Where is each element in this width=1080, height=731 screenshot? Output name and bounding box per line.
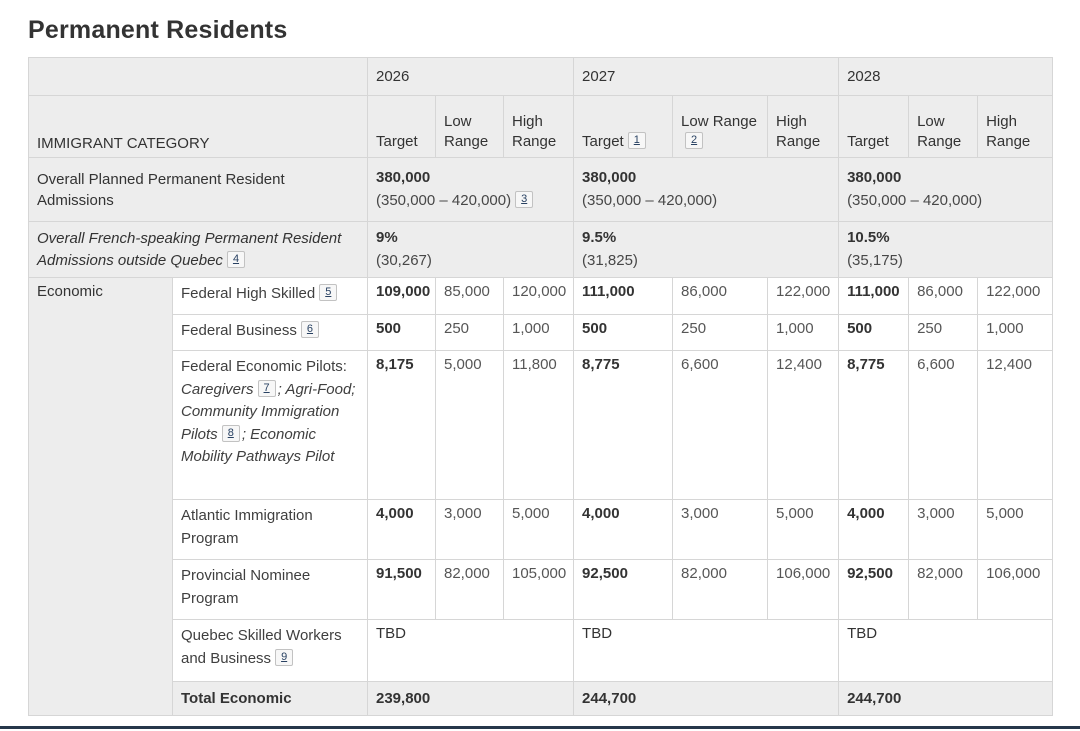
total-economic-2027: 244,700 xyxy=(574,682,839,716)
pnp-target-2028: 92,500 xyxy=(839,560,909,620)
french-value-2028-main: 10.5% xyxy=(847,229,890,246)
fep-low-2028: 6,600 xyxy=(909,351,978,500)
footnote-link-8[interactable]: 8 xyxy=(222,425,240,442)
fep-high-2026: 11,800 xyxy=(504,351,574,500)
overall-admissions-row xyxy=(29,158,1053,222)
french-value-2027 xyxy=(574,222,839,278)
aip-low-2027: 3,000 xyxy=(673,500,768,560)
fep-low-2026: 5,000 xyxy=(436,351,504,500)
pnp-low-2026: 82,000 xyxy=(436,560,504,620)
federal-high-skilled-row xyxy=(29,278,1053,315)
fb-high-2026: 1,000 xyxy=(504,315,574,351)
pilots-label-emp: ; Economic Mobility Pathways Pilot xyxy=(181,425,335,465)
page-title: Permanent Residents xyxy=(28,16,288,44)
qsw-tbd-2028: TBD xyxy=(839,620,1053,682)
aip-high-2028: 5,000 xyxy=(978,500,1053,560)
total-economic-2026: 239,800 xyxy=(368,682,574,716)
year-header-2027: 2027 xyxy=(574,58,839,96)
aip-high-2026: 5,000 xyxy=(504,500,574,560)
high-range-header-2028: High Range xyxy=(978,96,1053,158)
bottom-accent-bar xyxy=(0,726,1080,729)
pnp-low-2028: 82,000 xyxy=(909,560,978,620)
overall-value-2027-range: (350,000 – 420,000) xyxy=(582,191,718,209)
high-range-header-2027: High Range xyxy=(768,96,839,158)
pnp-high-2028: 106,000 xyxy=(978,560,1053,620)
year-header-2026: 2026 xyxy=(368,58,574,96)
fep-target-2026: 8,175 xyxy=(368,351,436,500)
fb-target-2027: 500 xyxy=(574,315,673,351)
footnote-link-5[interactable]: 5 xyxy=(319,284,337,301)
fb-target-2028: 500 xyxy=(839,315,909,351)
target-header-2027 xyxy=(574,96,673,158)
french-speaking-row xyxy=(29,222,1053,278)
provincial-nominee-row xyxy=(29,560,1053,620)
footnote-link-1[interactable]: 1 xyxy=(628,132,646,149)
qsw-tbd-2026: TBD xyxy=(368,620,574,682)
overall-value-2026 xyxy=(368,158,574,222)
economic-group-label: Economic xyxy=(29,278,173,716)
pilots-label-heading: Federal Economic Pilots: xyxy=(181,358,347,375)
fhs-low-2028: 86,000 xyxy=(909,278,978,315)
overall-value-2027 xyxy=(574,158,839,222)
overall-value-2028 xyxy=(839,158,1053,222)
total-economic-2028: 244,700 xyxy=(839,682,1053,716)
overall-value-2026-range: (350,000 – 420,000) xyxy=(376,191,512,209)
overall-admissions-label: Overall Planned Permanent Resident Admissions xyxy=(29,158,368,222)
pnp-low-2027: 82,000 xyxy=(673,560,768,620)
fep-target-2028: 8,775 xyxy=(839,351,909,500)
fhs-target-2026: 109,000 xyxy=(368,278,436,315)
column-header-row xyxy=(29,96,1053,158)
aip-high-2027: 5,000 xyxy=(768,500,839,560)
aip-target-2028: 4,000 xyxy=(839,500,909,560)
low-range-header-2028: Low Range xyxy=(909,96,978,158)
aip-target-2026: 4,000 xyxy=(368,500,436,560)
aip-low-2028: 3,000 xyxy=(909,500,978,560)
footnote-link-6[interactable]: 6 xyxy=(301,321,319,338)
footnote-link-2[interactable]: 2 xyxy=(685,132,703,149)
atlantic-immigration-label: Atlantic Immigration Program xyxy=(173,500,368,560)
french-value-2027-range: (31,825) xyxy=(582,251,638,269)
fb-low-2026: 250 xyxy=(436,315,504,351)
fb-low-2027: 250 xyxy=(673,315,768,351)
fhs-low-2026: 85,000 xyxy=(436,278,504,315)
pnp-target-2027: 92,500 xyxy=(574,560,673,620)
total-economic-label: Total Economic xyxy=(173,682,368,716)
high-range-header-2026: High Range xyxy=(504,96,574,158)
blank-corner-cell xyxy=(29,58,368,96)
quebec-skilled-workers-label xyxy=(173,620,368,682)
year-header-row xyxy=(29,58,1053,96)
pnp-high-2027: 106,000 xyxy=(768,560,839,620)
quebec-skilled-workers-label-text: Quebec Skilled Workers and Business xyxy=(181,627,342,667)
fhs-high-2027: 122,000 xyxy=(768,278,839,315)
total-economic-row xyxy=(29,682,1053,716)
low-range-header-2027 xyxy=(673,96,768,158)
fhs-target-2027: 111,000 xyxy=(574,278,673,315)
federal-business-label xyxy=(173,315,368,351)
footnote-link-9[interactable]: 9 xyxy=(275,649,293,666)
french-speaking-label xyxy=(29,222,368,278)
french-value-2026 xyxy=(368,222,574,278)
overall-value-2028-main: 380,000 xyxy=(847,169,902,186)
french-value-2026-range: (30,267) xyxy=(376,251,432,269)
french-value-2028 xyxy=(839,222,1053,278)
overall-value-2027-main: 380,000 xyxy=(582,169,637,186)
permanent-residents-table xyxy=(28,57,1053,716)
pnp-target-2026: 91,500 xyxy=(368,560,436,620)
year-header-2028: 2028 xyxy=(839,58,1053,96)
fep-high-2027: 12,400 xyxy=(768,351,839,500)
federal-economic-pilots-label xyxy=(173,351,368,500)
federal-high-skilled-label xyxy=(173,278,368,315)
fhs-high-2026: 120,000 xyxy=(504,278,574,315)
pilots-label-caregivers: Caregivers xyxy=(181,380,254,398)
french-speaking-label-text: Overall French-speaking Permanent Resident Admissions outside Quebec xyxy=(37,229,342,269)
fb-high-2027: 1,000 xyxy=(768,315,839,351)
pnp-high-2026: 105,000 xyxy=(504,560,574,620)
provincial-nominee-label: Provincial Nominee Program xyxy=(173,560,368,620)
fhs-target-2028: 111,000 xyxy=(839,278,909,315)
footnote-link-3[interactable]: 3 xyxy=(515,191,533,208)
footnote-link-4[interactable]: 4 xyxy=(227,251,245,268)
atlantic-immigration-row xyxy=(29,500,1053,560)
target-header-2028: Target xyxy=(839,96,909,158)
federal-business-label-text: Federal Business xyxy=(181,322,297,339)
fep-low-2027: 6,600 xyxy=(673,351,768,500)
fep-target-2027: 8,775 xyxy=(574,351,673,500)
overall-value-2028-range: (350,000 – 420,000) xyxy=(847,191,983,209)
aip-target-2027: 4,000 xyxy=(574,500,673,560)
quebec-skilled-workers-row xyxy=(29,620,1053,682)
low-range-header-2026: Low Range xyxy=(436,96,504,158)
low-range-header-2027-label: Low Range xyxy=(681,112,757,130)
footnote-link-7[interactable]: 7 xyxy=(258,380,276,397)
target-header-2026: Target xyxy=(368,96,436,158)
french-value-2028-range: (35,175) xyxy=(847,251,903,269)
fb-high-2028: 1,000 xyxy=(978,315,1053,351)
fb-target-2026: 500 xyxy=(368,315,436,351)
qsw-tbd-2027: TBD xyxy=(574,620,839,682)
fb-low-2028: 250 xyxy=(909,315,978,351)
federal-high-skilled-label-text: Federal High Skilled xyxy=(181,285,316,302)
french-value-2026-main: 9% xyxy=(376,229,398,246)
french-value-2027-main: 9.5% xyxy=(582,229,617,246)
overall-value-2026-main: 380,000 xyxy=(376,169,431,186)
fhs-low-2027: 86,000 xyxy=(673,278,768,315)
aip-low-2026: 3,000 xyxy=(436,500,504,560)
pilots-label-agrifood-community: ; Agri-Food; Community Immigration Pilots xyxy=(181,380,356,443)
target-header-2027-label: Target xyxy=(582,132,624,150)
federal-business-row xyxy=(29,315,1053,351)
fhs-high-2028: 122,000 xyxy=(978,278,1053,315)
immigrant-category-header: IMMIGRANT CATEGORY xyxy=(29,96,368,158)
federal-economic-pilots-row xyxy=(29,351,1053,500)
fep-high-2028: 12,400 xyxy=(978,351,1053,500)
